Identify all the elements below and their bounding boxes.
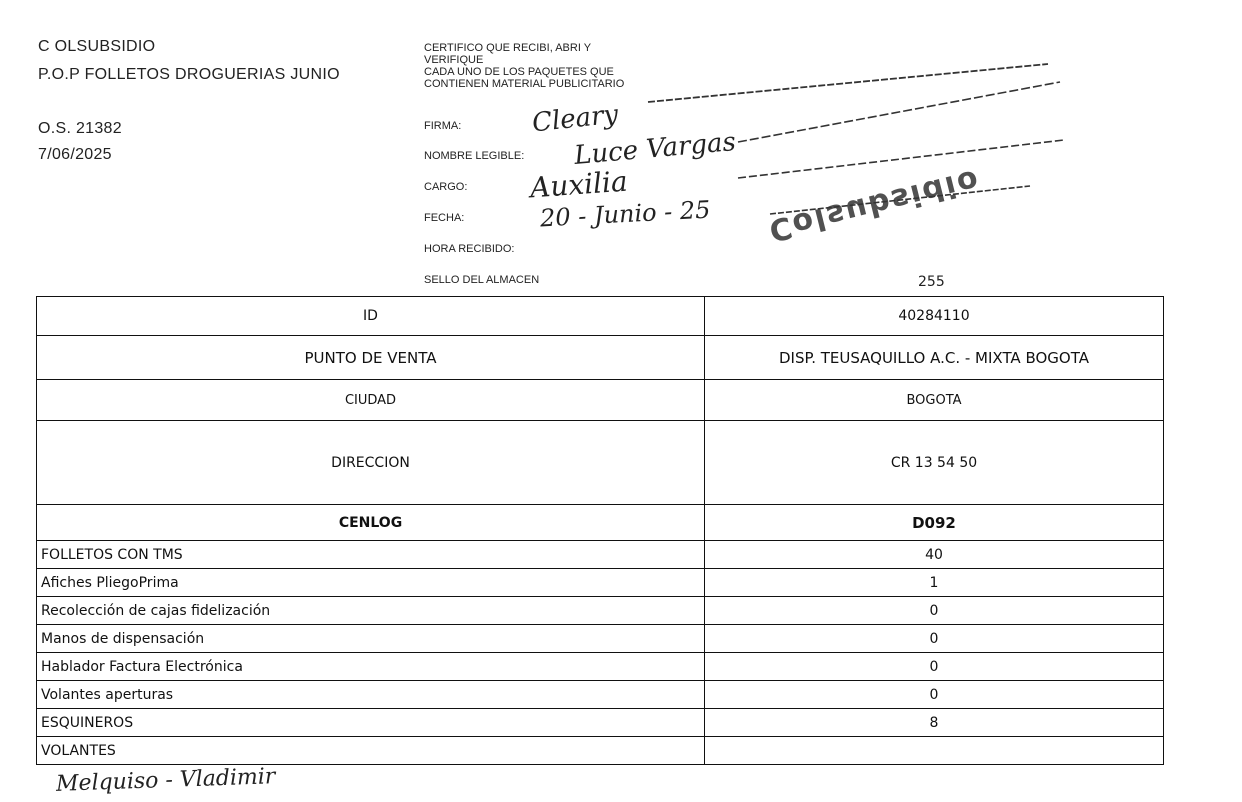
item-qty: 1	[705, 569, 1164, 597]
stamp-number: 255	[918, 274, 945, 290]
table-row	[37, 653, 1164, 681]
colsubsidio-stamp: Colsubsidio	[765, 161, 984, 248]
item-name: Volantes aperturas	[37, 681, 705, 709]
item-qty: 40	[705, 541, 1164, 569]
hora-label: HORA RECIBIDO:	[424, 243, 515, 255]
item-name: Hablador Factura Electrónica	[37, 653, 705, 681]
handwritten-date: 20 - Junio - 25	[539, 195, 712, 233]
table-row	[37, 569, 1164, 597]
info-label: PUNTO DE VENTA	[37, 336, 705, 380]
cert-line: VERIFIQUE	[424, 54, 484, 66]
info-label: DIRECCION	[37, 421, 705, 505]
item-qty: 0	[705, 681, 1164, 709]
info-value: BOGOTA	[705, 380, 1164, 421]
company-name: C OLSUBSIDIO	[38, 38, 156, 55]
item-name: Manos de dispensación	[37, 625, 705, 653]
info-value: CR 13 54 50	[705, 421, 1164, 505]
table-row	[37, 421, 1164, 505]
fecha-label: FECHA:	[424, 212, 465, 224]
info-label: CIUDAD	[37, 380, 705, 421]
table-row	[37, 597, 1164, 625]
item-qty: 0	[705, 653, 1164, 681]
store-info-table	[36, 296, 1164, 541]
document-date: 7/06/2025	[38, 146, 112, 163]
item-name: FOLLETOS CON TMS	[37, 541, 705, 569]
item-name: Afiches PliegoPrima	[37, 569, 705, 597]
handwritten-cargo: Auxilia	[528, 164, 629, 205]
footer-handwritten-note: Melquiso - Vladimir	[55, 764, 276, 797]
campaign-title: P.O.P FOLLETOS DROGUERIAS JUNIO	[38, 66, 340, 83]
info-label: CENLOG	[37, 505, 705, 541]
cert-line: CADA UNO DE LOS PAQUETES QUE	[424, 66, 614, 78]
table-row	[37, 541, 1164, 569]
items-table	[36, 540, 1164, 765]
table-row	[37, 681, 1164, 709]
info-value: D092	[705, 505, 1164, 541]
table-row	[37, 336, 1164, 380]
table-row	[37, 737, 1164, 765]
table-row	[37, 505, 1164, 541]
cargo-label: CARGO:	[424, 181, 468, 193]
signature: Cleary	[530, 99, 620, 139]
item-name: Recolección de cajas fidelización	[37, 597, 705, 625]
item-qty: 0	[705, 597, 1164, 625]
item-qty	[705, 737, 1164, 765]
info-value: 40284110	[705, 297, 1164, 336]
table-row	[37, 297, 1164, 336]
sello-label: SELLO DEL ALMACEN	[424, 274, 540, 286]
table-row	[37, 380, 1164, 421]
item-qty: 8	[705, 709, 1164, 737]
cert-line: CONTIENEN MATERIAL PUBLICITARIO	[424, 78, 625, 90]
table-row	[37, 709, 1164, 737]
nombre-label: NOMBRE LEGIBLE:	[424, 150, 525, 162]
handwritten-name: Luce Vargas	[573, 126, 738, 172]
order-number: O.S. 21382	[38, 120, 122, 137]
item-qty: 0	[705, 625, 1164, 653]
info-value: DISP. TEUSAQUILLO A.C. - MIXTA BOGOTA	[705, 336, 1164, 380]
firma-label: FIRMA:	[424, 120, 462, 132]
table-row	[37, 625, 1164, 653]
item-name: VOLANTES	[37, 737, 705, 765]
cert-line: CERTIFICO QUE RECIBI, ABRI Y	[424, 42, 592, 54]
info-label: ID	[37, 297, 705, 336]
item-name: ESQUINEROS	[37, 709, 705, 737]
